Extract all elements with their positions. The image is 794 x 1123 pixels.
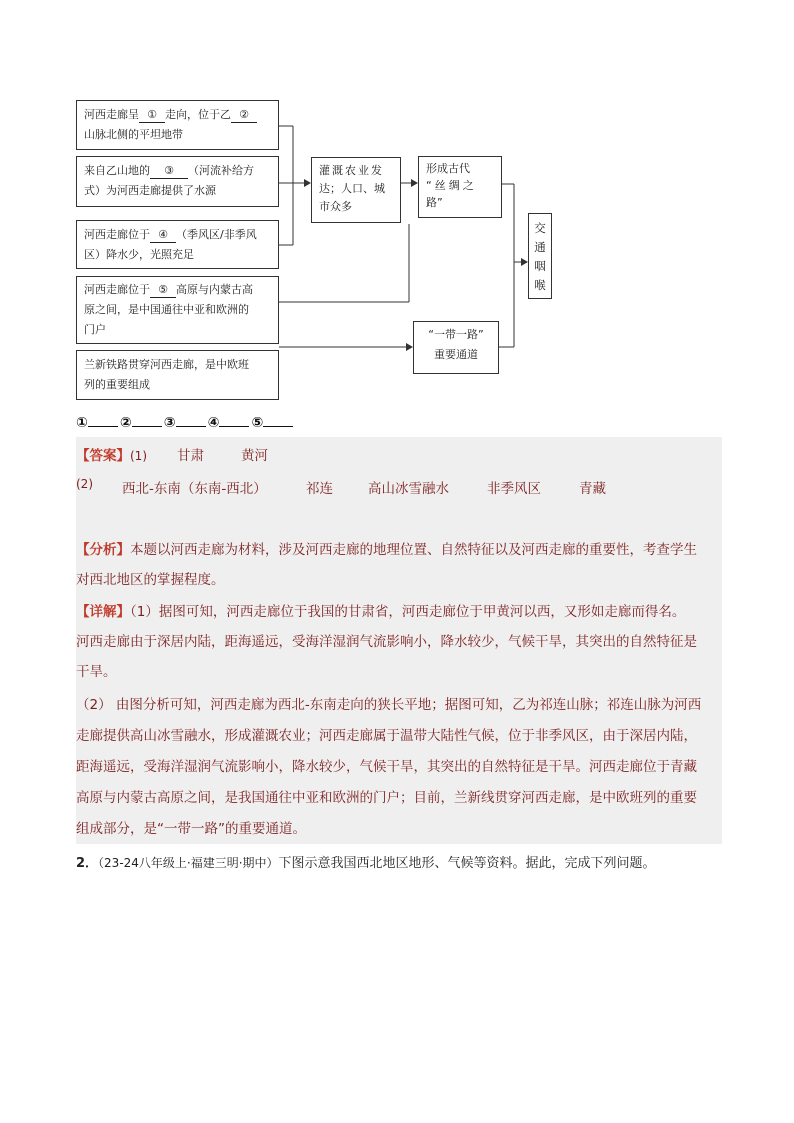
detail-line-1	[76, 600, 685, 620]
blank-label-2: ②	[119, 415, 132, 431]
flow-box-water-source	[76, 156, 279, 207]
detail-line-7: 高原与内蒙古高原之间，是我国通往中亚和欧洲的门户；目前，兰新线贯穿河西走廊，是中欧班列的重要	[76, 790, 697, 806]
detail-line-6: 距海遥远，受海洋湿润气流影响小，降水较少，气候干旱，其突出的自然特征是干旱。河西走廊位于青藏	[76, 759, 697, 775]
text: 通	[534, 240, 546, 254]
blank-label-3: ③	[163, 415, 176, 431]
text: （季风区/非季风	[176, 228, 257, 241]
text: 兰新铁路贯穿河西走廊，是中欧班	[84, 358, 249, 371]
text: 灌溉农业发	[319, 164, 384, 177]
answer-tag: 【答案】	[76, 448, 130, 464]
text: 原之间，是中国通往中亚和欧洲的	[84, 303, 249, 316]
flow-box-belt-road	[413, 321, 499, 374]
flow-box-location	[76, 100, 279, 150]
text: 重要通道	[434, 348, 478, 361]
text: 祁连	[306, 481, 333, 497]
detail-line-5: 走廊提供高山冰雪融水，形成灌溉农业；河西走廊属于温带大陆性气候，位于非季风区，由于深居内陆，	[76, 728, 697, 744]
question-text: 下图示意我国西北地区地形、气候等资料。据此，完成下列问题。	[278, 856, 656, 871]
analysis-line-1	[76, 538, 697, 558]
flow-box-agriculture	[311, 157, 401, 223]
analysis-tag: 【分析】	[76, 542, 130, 558]
flow-box-gateway	[76, 276, 279, 344]
blank-5: ⑤	[150, 282, 176, 298]
text: 青藏	[579, 481, 606, 497]
text: 河西走廊呈	[84, 108, 139, 121]
text: 高山冰雪融水	[368, 481, 449, 497]
blank-line	[88, 412, 118, 427]
text: 甘肃	[177, 448, 204, 464]
text: 走向，位于乙	[165, 108, 231, 121]
text: 河西走廊位于	[84, 228, 150, 241]
text: (1)	[130, 449, 147, 463]
text: 本题以河西走廊为材料，涉及河西走廊的地理位置、自然特征以及河西走廊的重要性，考查学生	[130, 542, 697, 558]
detail-line-8: 组成部分，是“一带一路”的重要通道。	[76, 821, 306, 837]
text: 交	[534, 221, 546, 235]
blank-line	[263, 412, 293, 427]
text: 达；人口、城	[319, 182, 385, 195]
question-source: （23-24八年级上·福建三明·期中）	[98, 856, 279, 870]
blank-label-1: ①	[76, 415, 88, 431]
answer-section	[76, 437, 722, 844]
detail-line-2: 河西走廊由于深居内陆，距海遥远，受海洋湿润气流影响小，降水较少，气候干旱，其突出的自然特征是	[76, 634, 697, 650]
text: 区）降水少，光照充足	[84, 248, 194, 261]
text: 咽	[534, 259, 546, 273]
answer-line-1	[76, 444, 268, 464]
text: 高原与内蒙古高	[176, 283, 253, 296]
answer-line-2	[76, 477, 722, 497]
blank-label-5: ⑤	[251, 415, 264, 431]
text: 西北-东南（东南-西北）	[122, 481, 267, 497]
text: 黄河	[241, 448, 268, 464]
flow-box-transport-hub	[528, 213, 552, 299]
analysis-line-2: 对西北地区的掌握程度。	[76, 572, 225, 588]
text: 河西走廊位于	[84, 283, 150, 296]
detail-line-4: （2） 由图分析可知，河西走廊为西北-东南走向的狭长平地；据图可知，乙为祁连山脉；祁连山脉为河西	[76, 697, 702, 713]
flow-box-railway	[76, 350, 279, 400]
blank-1: ①	[139, 107, 165, 123]
flow-box-climate	[76, 220, 279, 269]
detail-tag: 【详解】	[76, 604, 130, 620]
text: 列的重要组成	[84, 378, 150, 391]
blank-line	[176, 412, 206, 427]
text: 形成古代	[426, 162, 470, 175]
text: (2)	[76, 477, 93, 491]
flow-box-silk-road	[418, 156, 502, 218]
text: 门户	[84, 323, 106, 336]
text: 山脉北侧的平坦地带	[84, 128, 183, 141]
blank-3: ③	[150, 163, 188, 179]
question-2	[76, 852, 656, 871]
question-number: 2．	[76, 856, 99, 871]
answer-blanks-row	[76, 412, 295, 431]
text: 来自乙山地的	[84, 164, 150, 177]
blank-label-4: ④	[207, 415, 220, 431]
text: （河流补给方	[188, 164, 254, 177]
text: 式）为河西走廊提供了水源	[84, 184, 216, 197]
blank-4: ④	[150, 227, 176, 243]
text: “丝绸之	[426, 179, 477, 192]
detail-line-3: 干旱。	[76, 664, 117, 680]
text: 路”	[426, 196, 443, 209]
text: “一带一路”	[428, 328, 484, 341]
text: （1）据图可知，河西走廊位于我国的甘肃省，河西走廊位于甲黄河以西，又形如走廊而得名。	[130, 604, 686, 620]
blank-line	[219, 412, 249, 427]
text: 市众多	[319, 200, 352, 213]
blank-line	[132, 412, 162, 427]
blank-2: ②	[231, 107, 257, 123]
text: 喉	[534, 278, 546, 292]
text: 非季风区	[487, 481, 541, 497]
